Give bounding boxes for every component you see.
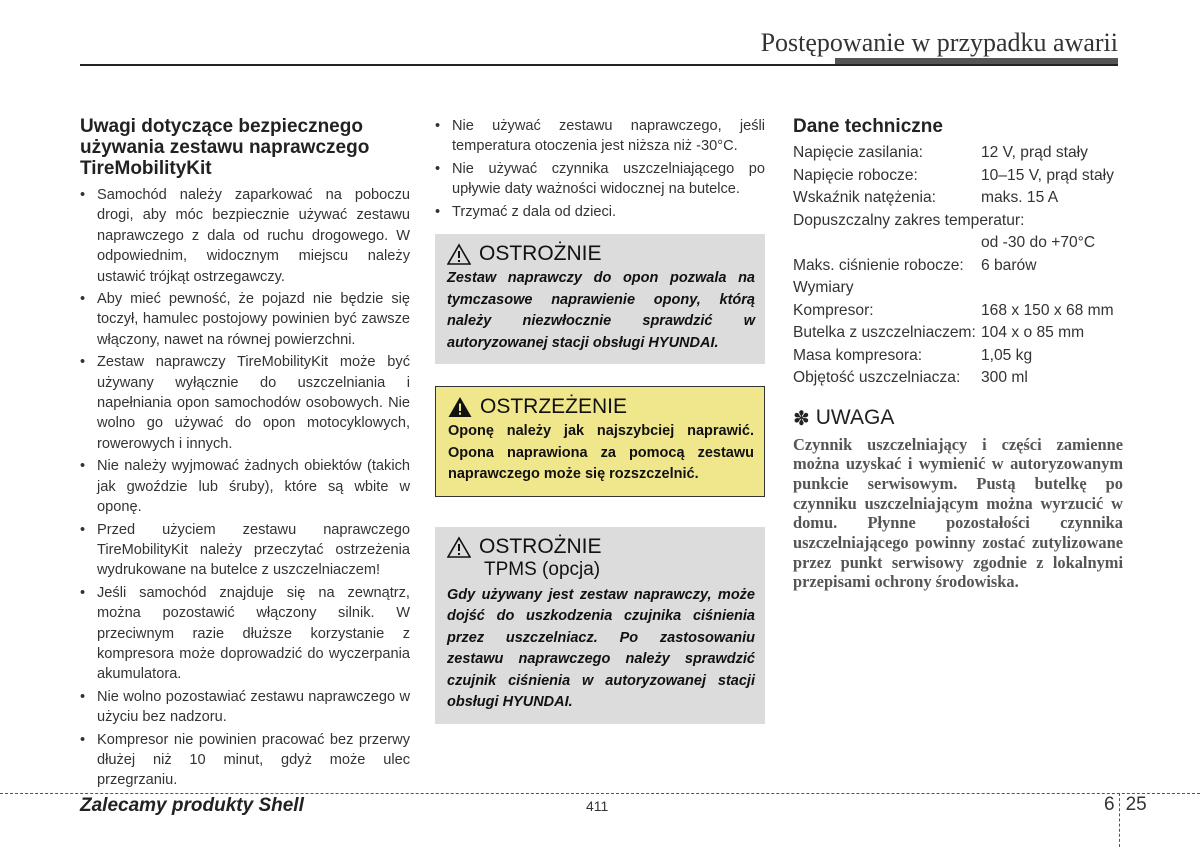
spec-row xyxy=(793,367,1123,390)
spec-row xyxy=(793,322,1123,345)
spec-label: Wymiary xyxy=(793,279,854,296)
warning-text: Oponę należy jak najszybciej naprawić. Opona naprawiona za pomocą zestawu naprawczego może się rozszczelnić. xyxy=(448,423,754,483)
list-item: • Nie wolno pozostawiać zestawu naprawczego w użyciu bez nadzoru. xyxy=(80,687,410,728)
list-item: • Kompresor nie powinien pracować bez przerwy dłużej niż 10 minut, gdyż może ulec przegrzaniu. xyxy=(80,730,410,791)
spec-label: Dopuszczalny zakres temperatur: xyxy=(793,211,1025,229)
caution-title: OSTROŻNIE xyxy=(479,242,602,266)
warning-title: OSTRZEŻENIE xyxy=(480,395,628,419)
column-warnings xyxy=(435,116,765,724)
note-heading xyxy=(793,406,1123,431)
asterisk-icon: ✽ xyxy=(793,407,810,430)
header-rule xyxy=(80,64,1118,66)
spec-value: 10–15 V, prąd stały xyxy=(981,166,1114,184)
footer-slogan: Zalecamy produkty Shell xyxy=(80,795,304,816)
warning-triangle-icon xyxy=(448,396,472,418)
spec-value: maks. 15 A xyxy=(981,189,1059,206)
spec-value: 168 x 150 x 68 mm xyxy=(981,301,1114,319)
list-item: • Zestaw naprawczy TireMobilityKit może być używany wyłącznie do uszczelniania i napełniania opon samochodów osobowych. Nie wolno go używać do opon motocyklowych, rowerowych i innych. xyxy=(80,352,410,454)
spec-value: 1,05 kg xyxy=(981,346,1033,364)
list-item: • Aby mieć pewność, że pojazd nie będzie się toczył, hamulec postojowy powinien być zawsze włączony, nawet na równej powierzchni. xyxy=(80,289,410,350)
spec-label: Masa kompresora: xyxy=(793,346,923,364)
spec-value: 6 barów xyxy=(981,256,1037,274)
list-item: • Przed użyciem zestawu naprawczego TireMobilityKit należy przeczytać ostrzeżenia wydrukowane na butelce z uszczelniaczem! xyxy=(80,520,410,581)
spec-value-temperature: od -30 do +70°C xyxy=(981,234,1096,251)
spec-row xyxy=(793,187,1123,210)
footer-chapter-page xyxy=(1104,794,1147,816)
list-item: • Trzymać z dala od dzieci. xyxy=(435,202,765,222)
safety-list-continued xyxy=(435,116,765,222)
list-item: • Nie należy wyjmować żadnych obiektów (takich jak gwoździe lub śruby), które są wbite w oponę. xyxy=(80,456,410,517)
spec-label: Maks. ciśnienie robocze: xyxy=(793,256,964,274)
spec-value: 104 x o 85 mm xyxy=(981,324,1085,341)
spec-row xyxy=(793,300,1123,323)
list-item: • Nie używać czynnika uszczelniającego po upływie daty ważności widocznej na butelce. xyxy=(435,159,765,200)
caution-title: OSTROŻNIE xyxy=(479,534,602,558)
warning-box-header xyxy=(448,395,754,419)
spec-row xyxy=(793,210,1123,233)
safety-list xyxy=(80,185,410,791)
warning-box xyxy=(435,386,765,497)
warning-triangle-icon xyxy=(447,536,471,558)
spec-row xyxy=(793,165,1123,188)
spec-label: Napięcie robocze: xyxy=(793,166,918,184)
caution-box-header xyxy=(447,242,755,266)
caution-box-tpms xyxy=(435,527,765,724)
spec-value: 12 V, prąd stały xyxy=(981,144,1088,161)
list-item: • Nie używać zestawu naprawczego, jeśli temperatura otoczenia jest niższa niż -30°C. xyxy=(435,116,765,157)
note-title: UWAGA xyxy=(815,406,895,429)
note-text: Czynnik uszczelniający i części zamienne można uzyskać i wymienić w autoryzowanym punkcie serwisowym. Pustą butelkę po czynniku uszczelniającym można wyrzucić w domu. Płynne pozostałości czynnika uszczelniającego powinny zostać zutylizowane przez punkt serwisowy zgodnie z lokalnymi przepisami ochrony środowiska. xyxy=(793,434,1123,592)
column-safety xyxy=(80,116,410,793)
caution-box-header xyxy=(447,535,755,559)
list-item: • Samochód należy zaparkować na poboczu drogi, aby móc bezpiecznie używać zestawu naprawczego z dala od ruchu drogowego. W odpowiednim, widocznym miejscu należy ustawić trójkąt ostrzegawczy. xyxy=(80,185,410,287)
caution-subtitle: TPMS (opcja) xyxy=(484,558,601,580)
spec-label: Wskaźnik natężenia: xyxy=(793,189,937,206)
specs-heading: Dane techniczne xyxy=(793,116,943,137)
spec-row xyxy=(793,277,1123,300)
spec-row xyxy=(793,255,1123,278)
spec-label: Butelka z uszczelniaczem: xyxy=(793,324,976,341)
spec-value: 300 ml xyxy=(981,369,1028,386)
list-item: • Jeśli samochód znajduje się na zewnątrz, można pozostawić włączony silnik. W przeciwnym razie dłuższe korzystanie z kompresora może doprowadzić do wyczerpania akumulatora. xyxy=(80,583,410,685)
spec-label: Objętość uszczelniacza: xyxy=(793,369,961,386)
caution-box-repair xyxy=(435,234,765,364)
section-page-number: 25 xyxy=(1125,794,1147,815)
warning-triangle-icon xyxy=(447,243,471,265)
page-header-title: Postępowanie w przypadku awarii xyxy=(760,28,1118,57)
caution-text: Gdy używany jest zestaw naprawczy, może dojść do uszkodzenia czujnika ciśnienia przez uszczelniacz. Po zastosowaniu zestawu naprawczego należy sprawdzić czujnik ciśnienia w autoryzowanej stacji obsługi HYUNDAI. xyxy=(447,586,755,711)
spec-label: Kompresor: xyxy=(793,301,874,319)
spec-row xyxy=(793,345,1123,368)
footer-rule xyxy=(0,793,1200,794)
chapter-number: 6 xyxy=(1104,794,1115,815)
safety-heading: Uwagi dotyczące bezpiecznego używania zestawu naprawczego TireMobilityKit xyxy=(80,116,370,179)
column-specs xyxy=(793,116,1123,592)
caution-text: Zestaw naprawczy do opon pozwala na tymczasowe naprawienie opony, którą należy niezwłocznie sprawdzić w autoryzowanej stacji obsługi HYUNDAI. xyxy=(447,270,755,351)
spec-label: Napięcie zasilania: xyxy=(793,144,924,161)
footer-page-number: 411 xyxy=(586,798,609,814)
spec-row xyxy=(793,142,1123,165)
